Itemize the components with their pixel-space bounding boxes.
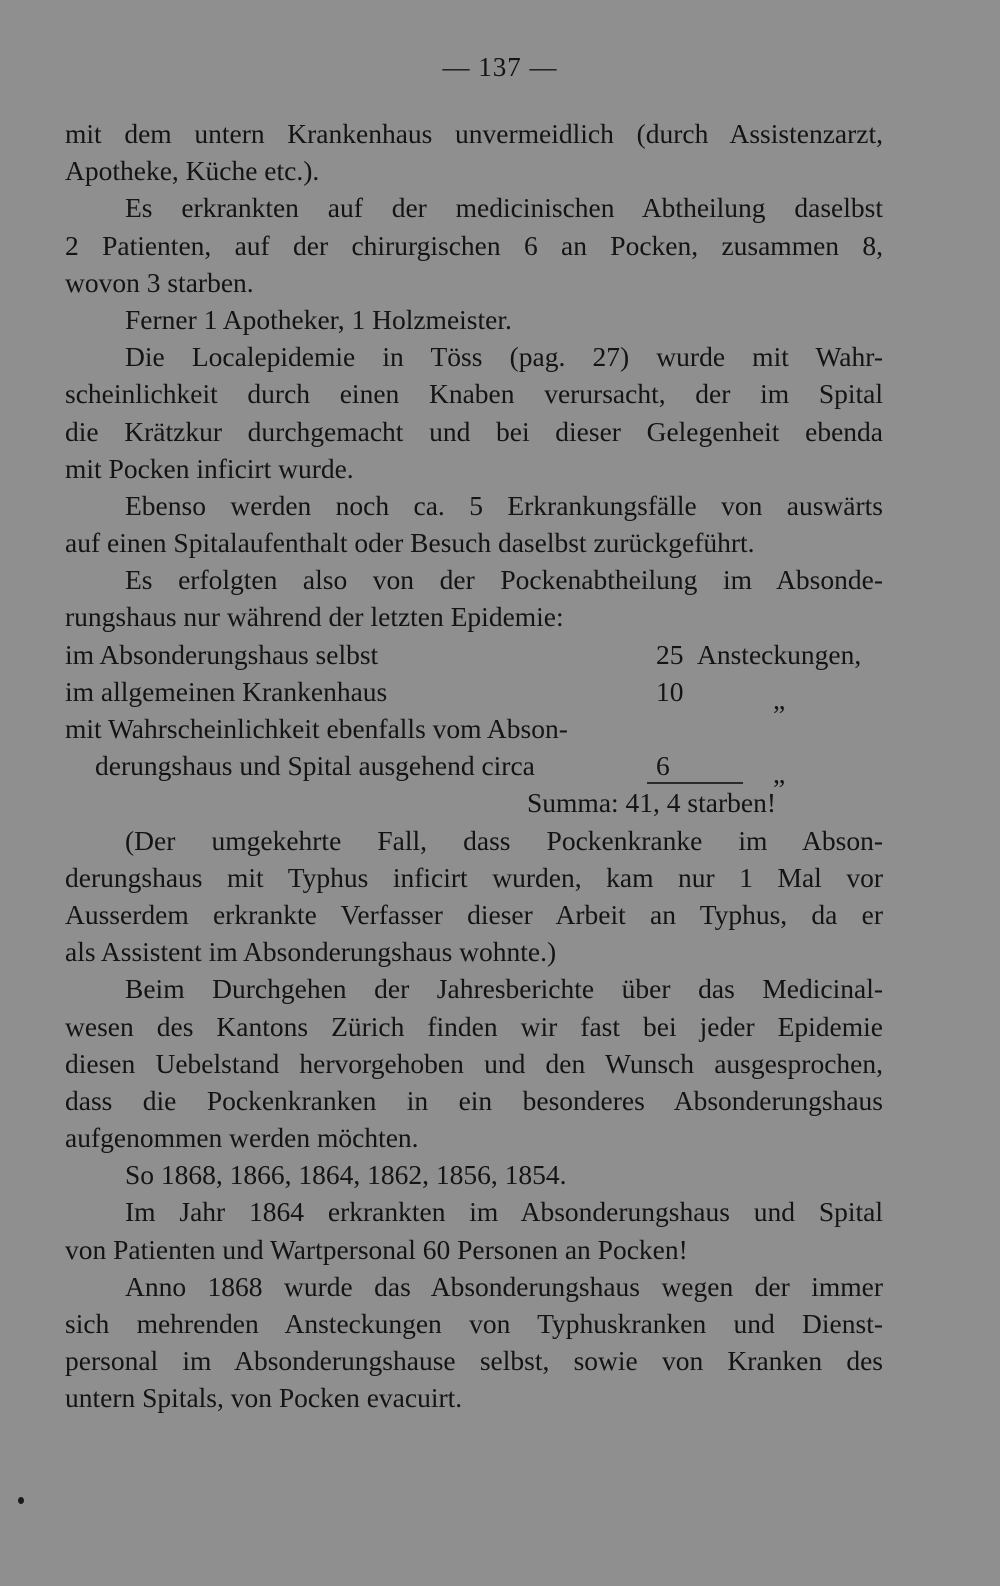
paragraphs-after-tally <box>65 822 883 1417</box>
text-line: derungshaus mit Typhus inficirt wurden, kam nur 1 Mal vor <box>65 861 883 893</box>
text-line: rungshaus nur während der letzten Epidemie: <box>65 601 564 633</box>
tally-row <box>65 747 883 790</box>
text-line: Beim Durchgehen der Jahresberichte über das Medicinal- <box>125 973 883 1005</box>
text-line: Es erkrankten auf der medicinischen Abtheilung daselbst <box>125 192 883 224</box>
paragraph <box>65 189 883 301</box>
text-line: (Der umgekehrte Fall, dass Pockenkranke im Abson- <box>125 824 883 856</box>
paragraph <box>65 970 883 1156</box>
text-line: Ferner 1 Apotheker, 1 Holzmeister. <box>125 303 512 335</box>
tally-sum: Summa: 41, 4 starben! <box>527 787 776 819</box>
paragraph <box>65 487 883 561</box>
text-line: So 1868, 1866, 1864, 1862, 1856, 1854. <box>125 1159 567 1191</box>
ditto-mark: „ <box>773 758 786 790</box>
tally-count: 25 <box>656 638 684 670</box>
text-line: auf einen Spitalaufenthalt oder Besuch daselbst zurückgeführt. <box>65 527 755 559</box>
text-line: Ebenso werden noch ca. 5 Erkrankungsfälle von auswärts <box>125 489 883 521</box>
text-line: diesen Uebelstand hervorgehoben und den Wunsch ausgesprochen, <box>65 1047 883 1079</box>
text-line: Die Localepidemie in Töss (pag. 27) wurde mit Wahr- <box>125 341 883 373</box>
tally-label: im Absonderungshaus selbst <box>65 638 379 670</box>
text-line: von Patienten und Wartpersonal 60 Personen an Pocken! <box>65 1233 688 1265</box>
text-line: sich mehrenden Ansteckungen von Typhuskranken und Dienst- <box>65 1308 883 1339</box>
paragraph <box>65 822 883 971</box>
paragraph <box>65 1193 883 1267</box>
paragraphs-before-tally <box>65 115 883 636</box>
paragraph <box>65 338 883 487</box>
paragraph <box>65 301 883 338</box>
tally-row <box>65 673 883 715</box>
text-line: dass die Pockenkranken in ein besonderes Absonderungshaus <box>65 1084 883 1116</box>
tally-count: 6 <box>656 750 670 782</box>
print-speck <box>18 1497 24 1504</box>
paragraph <box>65 1268 883 1417</box>
body-text <box>65 115 883 1417</box>
paragraph <box>65 1156 883 1193</box>
text-line: Anno 1868 wurde das Absonderungshaus wegen der immer <box>125 1270 883 1302</box>
tally-row <box>65 710 883 747</box>
text-line: 2 Patienten, auf der chirurgischen 6 an Pocken, zusammen 8, <box>65 229 883 261</box>
tally-label: mit Wahrscheinlichkeit ebenfalls vom Abson- <box>65 713 568 744</box>
paragraph <box>65 115 883 189</box>
text-line: mit Pocken inficirt wurde. <box>65 452 354 484</box>
text-line: scheinlichkeit durch einen Knaben verursacht, der im Spital <box>65 378 883 410</box>
text-line: personal im Absonderungshause selbst, sowie von Kranken des <box>65 1345 883 1377</box>
paragraph <box>65 561 883 635</box>
text-line: Es erfolgten also von der Pockenabtheilung im Absonde- <box>125 564 883 596</box>
text-line: aufgenommen werden möchten. <box>65 1122 419 1154</box>
text-line: Im Jahr 1864 erkrankten im Absonderungshaus und Spital <box>125 1196 883 1228</box>
text-line: Apotheke, Küche etc.). <box>65 155 320 187</box>
tally-row <box>65 636 883 673</box>
text-line: Ausserdem erkrankte Verfasser dieser Arbeit an Typhus, da er <box>65 898 883 930</box>
text-line: mit dem untern Krankenhaus unvermeidlich (durch Assistenzarzt, <box>65 118 883 149</box>
infection-tally <box>65 636 883 822</box>
text-line: wesen des Kantons Zürich finden wir fast bei jeder Epidemie <box>65 1010 883 1042</box>
text-line: als Assistent im Absonderungshaus wohnte.) <box>65 936 557 968</box>
tally-label: im allgemeinen Krankenhaus <box>65 675 388 707</box>
tally-count: 10 <box>656 675 684 707</box>
tally-unit: Ansteckungen, <box>697 638 862 670</box>
text-line: die Krätzkur durchgemacht und bei dieser Gelegenheit ebenda <box>65 415 883 447</box>
tally-label: derungshaus und Spital ausgehend circa <box>95 750 535 782</box>
ditto-mark: „ <box>773 683 786 715</box>
tally-sum-line <box>65 784 883 821</box>
text-line: untern Spitals, von Pocken evacuirt. <box>65 1382 463 1414</box>
page-number: — 137 — <box>442 52 558 82</box>
text-line: wovon 3 starben. <box>65 266 254 298</box>
